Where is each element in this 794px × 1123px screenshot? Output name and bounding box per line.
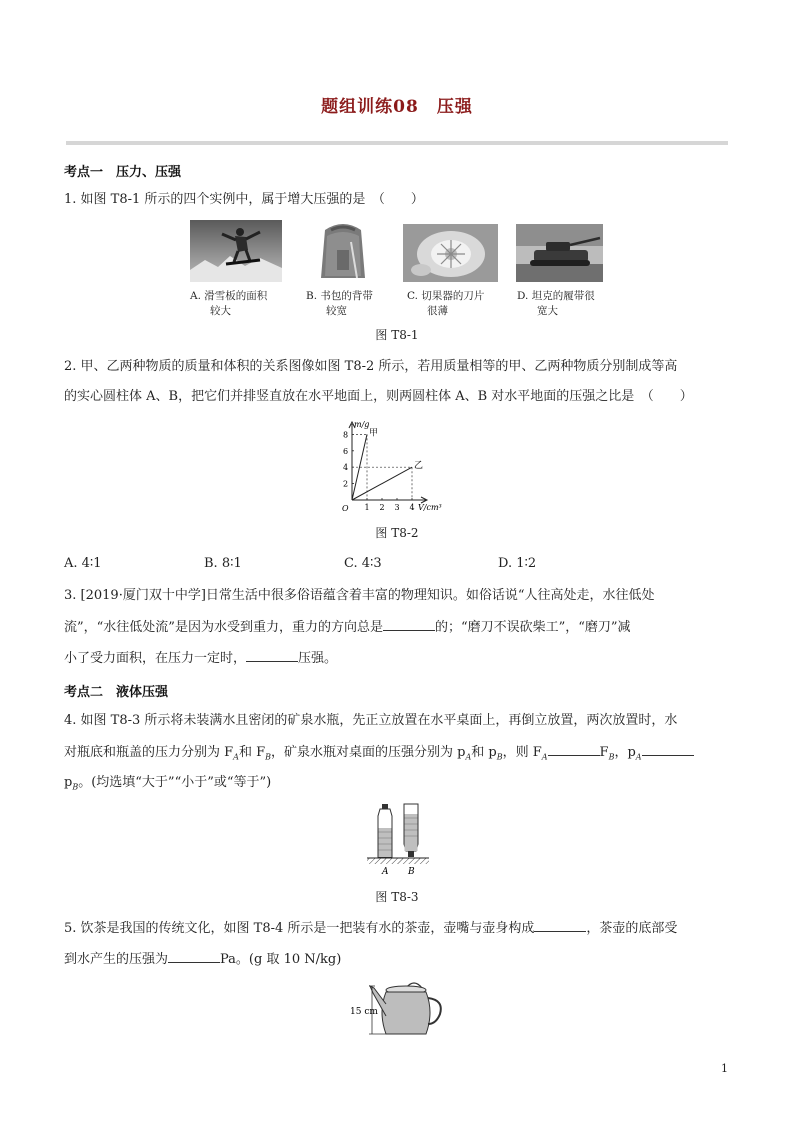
y-tick-label: 2 [343,479,349,489]
q4-sub-b1: B [265,752,271,762]
q4-sub-a3: A [541,752,548,762]
q3-text-2b: 的；“磨刀不误砍柴工”，“磨刀”减 [434,620,631,635]
y-tick-label: 4 [343,463,349,473]
answer-b: B. 8∶1 [204,556,242,571]
x-tick-label: 3 [394,503,400,512]
option-d-line2: 宽大 [537,305,558,317]
figure-caption-t8-2: 图 T8-2 [375,526,419,540]
bottle-a-label: A [382,867,389,876]
q3-text-2a: 流”，“水往低处流”是因为水受到重力，重力的方向总是 [64,620,383,635]
y-axis-label: m/g [354,420,370,429]
option-b-line2: 较宽 [326,305,347,317]
page-number: 1 [721,1062,728,1075]
q4-sub-a4: A [635,752,642,762]
option-a-line2: 较大 [210,305,231,317]
q3-blank-2[interactable] [246,647,298,662]
bottle-b-label: B [408,867,415,876]
chart-guides [352,434,412,500]
option-c-line1: C. 切果器的刀片 [407,290,485,302]
q5-t4: Pa。(g 取 10 N/kg) [220,952,342,967]
chart-labels [342,420,442,513]
section-heading-1: 考点一 压力、压强 [64,165,182,180]
option-a-label [190,289,267,319]
q4-t2: 和 F [238,745,266,760]
q4-sub-a1: A [233,752,239,762]
q4-t7: ，p [614,745,636,760]
q4-t3: ，矿泉水瓶对桌面的压强分别为 p [270,745,466,760]
option-d-label [517,289,595,319]
option-b-line1: B. 书包的背带 [306,290,373,302]
q4-sub-b4: B [72,782,79,792]
question-4-line3 [64,767,728,803]
question-3-line1: 3. [2019·厦门双十中学]日常生活中很多俗语蕴含着丰富的物理知识。如俗话说“人往高处走，水往低处 [64,588,655,603]
question-5-line2 [64,944,728,975]
teapot-figure [348,974,448,1038]
q4-blank-2[interactable] [642,741,694,756]
x-tick-label: 4 [409,503,415,512]
option-c-line2: 很薄 [427,305,448,317]
q4-sub-b3: B [608,752,615,762]
q4-sub-a2: A [465,752,472,762]
q3-blank-1[interactable] [383,616,435,631]
tank-photo [516,224,603,282]
option-c-label [407,289,484,319]
section-heading-2: 考点二 液体压强 [64,685,169,700]
option-b-label [306,289,373,319]
q5-blank-1[interactable] [534,917,586,932]
option-d-line1: D. 坦克的履带很 [517,290,595,302]
q5-t2: ，茶壶的底部受 [586,921,678,936]
q4-t4: 和 p [471,745,497,760]
question-3-line3 [64,643,728,674]
q4-t9: 。(均选填“大于”“小于”或“等于”) [78,775,272,790]
figure-caption-t8-1: 图 T8-1 [375,328,419,342]
figure-caption-t8-3: 图 T8-3 [375,890,419,904]
q4-blank-1[interactable] [548,741,600,756]
q4-t6: F [599,745,609,760]
question-1: 1. 如图 T8-1 所示的四个实例中，属于增大压强的是 （ ） [64,192,424,207]
snowboarder-photo [190,220,282,282]
q4-t1: 对瓶底和瓶盖的压力分别为 F [64,745,234,760]
question-2-line2: 的实心圆柱体 A、B，把它们并排竖直放在水平地面上，则两圆柱体 A、B 对水平地面的压强之比是 （ ） [64,389,693,404]
depth-label: 15 cm [350,1007,378,1017]
question-2-line1: 2. 甲、乙两种物质的质量和体积的关系图像如图 T8-2 所示，若用质量相等的甲、乙两种物质分别制成等高 [64,359,678,374]
question-4-line1: 4. 如图 T8-3 所示将未装满水且密闭的矿泉水瓶，先正立放置在水平桌面上，再倒立放置，两次放置时，水 [64,713,678,728]
answer-c: C. 4∶3 [344,556,382,571]
x-tick-label: 2 [379,503,385,512]
q4-t5: ，则 F [502,745,542,760]
q5-t1: 5. 饮茶是我国的传统文化，如图 T8-4 所示是一把装有水的茶壶，壶嘴与壶身构成 [64,921,535,936]
mass-volume-chart [330,418,465,518]
x-tick-label: 1 [364,503,370,512]
series-label-0: 甲 [369,428,379,439]
title-divider [66,141,728,145]
q4-t8: p [64,775,73,790]
option-a-line1: A. 滑雪板的面积 [190,290,268,302]
fruit-slicer-photo [403,224,498,282]
q4-sub-b2: B [496,752,503,762]
origin-label: O [342,504,349,513]
answer-a: A. 4∶1 [64,556,102,571]
q5-t3: 到水产生的压强为 [64,952,169,967]
x-axis-label: V/cm³ [418,503,442,512]
question-3-line2 [64,612,728,643]
backpack-photo [307,220,379,282]
bottles-figure [365,800,431,876]
answer-d: D. 1∶2 [498,556,537,571]
y-tick-label: 8 [343,430,349,440]
q3-text-3b: 压强。 [298,651,338,666]
q5-blank-2[interactable] [168,948,220,963]
q3-text-3a: 小了受力面积，在压力一定时， [64,651,247,666]
page-title: 题组训练08 压强 [321,97,473,117]
question-5-line1 [64,913,728,944]
series-line-1 [352,467,412,500]
y-tick-label: 6 [343,446,349,456]
series-label-1: 乙 [414,461,424,472]
